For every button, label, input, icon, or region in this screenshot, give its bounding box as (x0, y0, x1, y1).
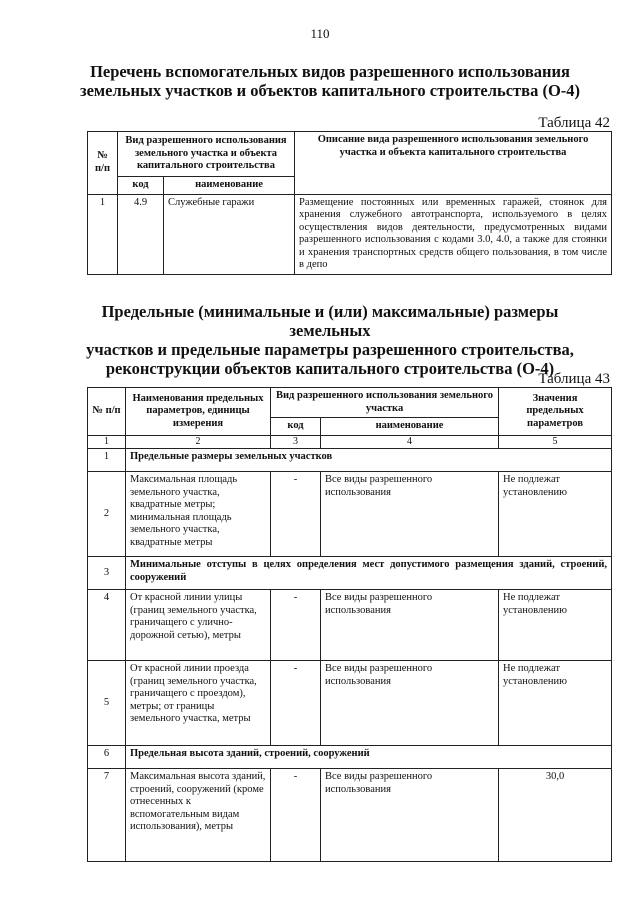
header-value: Значения предельных параметров (499, 388, 612, 436)
cell-no: 1 (88, 449, 126, 472)
column-number: 1 (88, 435, 126, 449)
cell-no: 2 (88, 472, 126, 557)
header-param: Наименования предельных параметров, единицы измерения (126, 388, 271, 436)
heading-line: земельных участков и объектов капитального строительства (О-4) (79, 81, 581, 100)
cell-no: 6 (88, 746, 126, 769)
section-row (88, 557, 612, 590)
cell-param: Максимальная высота зданий, строений, сооружений (кроме отнесенных к вспомогательным видам использования), метры (126, 769, 271, 862)
table-row (88, 590, 612, 661)
cell-code: 4.9 (118, 194, 164, 274)
cell-param: От красной линии улицы (границ земельного участка, граничащего с улично-дорожной сетью), метры (126, 590, 271, 661)
section-title: Предельные размеры земельных участков (126, 449, 612, 472)
page-number: 110 (310, 26, 330, 41)
cell-value: 30,0 (499, 769, 612, 862)
cell-no: 3 (88, 557, 126, 590)
heading-line: реконструкции объектов капитального строительства (О-4) (105, 359, 555, 378)
column-number-row (88, 435, 612, 449)
column-number: 4 (321, 435, 499, 449)
table-row (88, 194, 612, 274)
heading-limit-parameters (60, 302, 600, 378)
table-43 (87, 387, 612, 862)
cell-name: Служебные гаражи (164, 194, 295, 274)
table-42 (87, 131, 612, 275)
cell-value: Не подлежат установлению (499, 472, 612, 557)
header-description: Описание вида разрешенного использования земельного участка и объекта капитального строительства (295, 132, 612, 195)
section-row (88, 746, 612, 769)
table-43-caption: Таблица 43 (538, 371, 610, 387)
cell-param: От красной линии проезда (границ земельного участка, граничащего с проездом), метры; от границы земельного участка, метры (126, 661, 271, 746)
header-code: код (271, 418, 321, 436)
cell-name: Все виды разрешенного использования (321, 769, 499, 862)
cell-no: 1 (88, 194, 118, 274)
cell-code: - (271, 590, 321, 661)
header-no: № п/п (88, 388, 126, 436)
cell-param: Максимальная площадь земельного участка, квадратные метры; минимальная площадь земельного участка, квадратные метры (126, 472, 271, 557)
heading-line: Перечень вспомогательных видов разрешенного использования (90, 62, 570, 81)
header-kind: Вид разрешенного использования земельного участка (271, 388, 499, 418)
column-number: 3 (271, 435, 321, 449)
header-name: наименование (164, 177, 295, 195)
column-number: 2 (126, 435, 271, 449)
header-kind: Вид разрешенного использования земельного участка и объекта капитального строительства (118, 132, 295, 177)
cell-name: Все виды разрешенного использования (321, 590, 499, 661)
table-row (88, 661, 612, 746)
section-title: Предельная высота зданий, строений, сооружений (126, 746, 612, 769)
cell-code: - (271, 661, 321, 746)
cell-value: Не подлежат установлению (499, 590, 612, 661)
heading-auxiliary-uses (60, 62, 600, 100)
column-number: 5 (499, 435, 612, 449)
cell-no: 4 (88, 590, 126, 661)
cell-value: Не подлежат установлению (499, 661, 612, 746)
header-code: код (118, 177, 164, 195)
cell-no: 7 (88, 769, 126, 862)
section-title: Минимальные отступы в целях определения мест допустимого размещения зданий, строений, сооружений (126, 557, 612, 590)
cell-no: 5 (88, 661, 126, 746)
header-name: наименование (321, 418, 499, 436)
cell-name: Все виды разрешенного использования (321, 472, 499, 557)
header-no: № п/п (88, 132, 118, 195)
table-row (88, 472, 612, 557)
section-row (88, 449, 612, 472)
cell-code: - (271, 769, 321, 862)
cell-code: - (271, 472, 321, 557)
heading-line: участков и предельные параметры разрешенного строительства, (86, 340, 574, 359)
table-row (88, 769, 612, 862)
cell-name: Все виды разрешенного использования (321, 661, 499, 746)
table-42-caption: Таблица 42 (538, 115, 610, 131)
cell-description: Размещение постоянных или временных гаражей, стоянок для хранения служебного автотранспорта, используемого в целях осуществления видов деятельности, предусмотренных видами разрешенного использования с кодами 3.0, 4.0, а также для стоянки и хранения транспортных средств общего пользования, в том числе в депо (295, 194, 612, 274)
heading-line: Предельные (минимальные и (или) максимальные) размеры земельных (101, 302, 559, 340)
